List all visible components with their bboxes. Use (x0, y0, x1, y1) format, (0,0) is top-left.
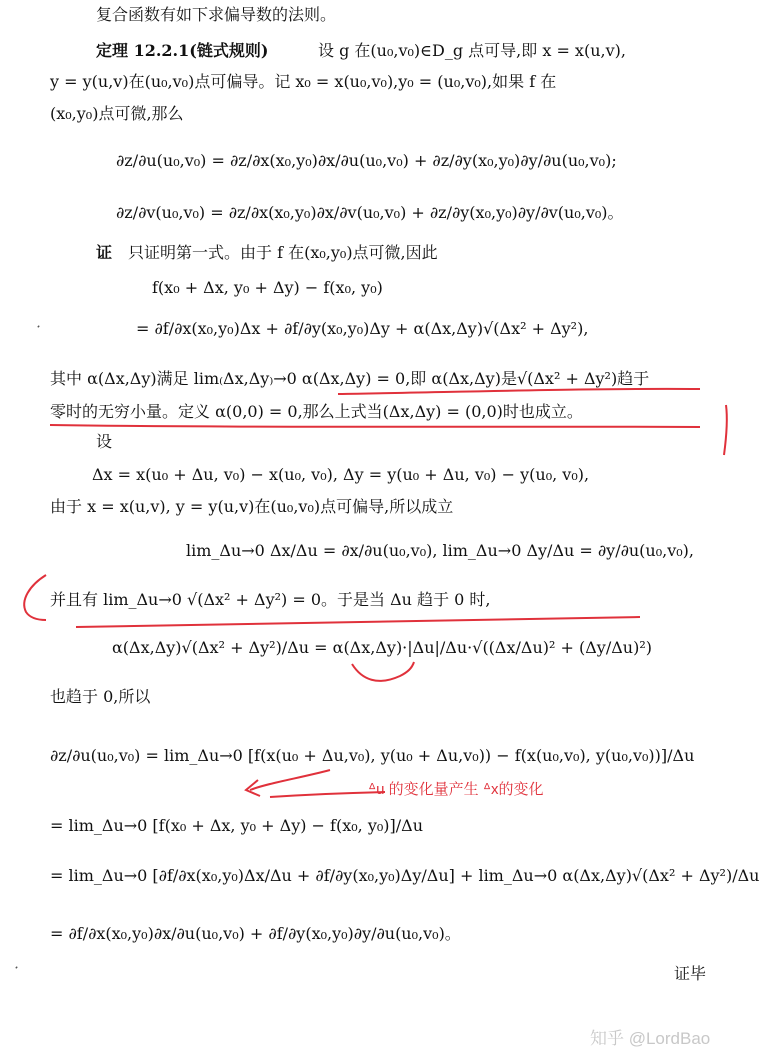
paragraph-line-1: 其中 α(Δx,Δy)满足 lim₍Δx,Δy₎→0 α(Δx,Δy) = 0,即 α(Δx,Δy)是√(Δx² + Δy²)趋于 (50, 369, 650, 388)
equation-8: ∂z/∂u(u₀,v₀) = lim_Δu→0 [f(x(u₀ + Δu,v₀), y(u₀ + Δu,v₀)) − f(x(u₀,v₀), y(u₀,v₀))]/Δu (50, 746, 695, 765)
theorem-line-1: 设 g 在(u₀,v₀)∈D_g 点可导,即 x = x(u,v), (318, 41, 626, 60)
underline-stroke-3 (76, 617, 640, 627)
margin-dot-1 (38, 326, 39, 327)
paragraph-line-4: 由于 x = x(u,v), y = y(u,v)在(u₀,v₀)点可偏导,所以成立 (50, 497, 454, 516)
equation-11: = ∂f/∂x(x₀,y₀)∂x/∂u(u₀,v₀) + ∂f/∂y(x₀,y₀)∂y/∂u(u₀,v₀)。 (50, 924, 461, 943)
paragraph-line-2: 零时的无穷小量。定义 α(0,0) = 0,那么上式当(Δx,Δy) = (0,0)时也成立。 (50, 402, 583, 421)
equation-7: α(Δx,Δy)√(Δx² + Δy²)/Δu = α(Δx,Δy)·|Δu|/Δu·√((Δx/Δu)² + (Δy/Δu)²) (112, 638, 652, 657)
margin-mark-right (724, 405, 727, 455)
arrow-mark (246, 770, 330, 796)
equation-2: ∂z/∂v(u₀,v₀) = ∂z/∂x(x₀,y₀)∂x/∂v(u₀,v₀) + ∂z/∂y(x₀,y₀)∂y/∂v(u₀,v₀)。 (116, 203, 624, 222)
proof-line-1: 只证明第一式。由于 f 在(x₀,y₀)点可微,因此 (128, 243, 438, 262)
qed-mark: 证毕 (674, 964, 707, 983)
underline-stroke-2 (50, 425, 700, 427)
bracket-mark-left (24, 575, 46, 620)
paragraph-line-5: 并且有 lim_Δu→0 √(Δx² + Δy²) = 0。于是当 Δu 趋于 0 时, (50, 590, 491, 609)
equation-5: Δx = x(u₀ + Δu, v₀) − x(u₀, v₀), Δy = y(u₀ + Δu, v₀) − y(u₀, v₀), (92, 465, 590, 484)
handwritten-note: ᐞu 的变化量产生 ᐞx的变化 (368, 781, 544, 798)
proof-label: 证 (96, 243, 113, 262)
equation-4: = ∂f/∂x(x₀,y₀)Δx + ∂f/∂y(x₀,y₀)Δy + α(Δx,Δy)√(Δx² + Δy²), (136, 319, 589, 338)
theorem-label: 定理 12.2.1(链式规则) (96, 41, 269, 60)
curve-mark-alpha (352, 662, 414, 681)
margin-dot-2 (16, 967, 17, 968)
theorem-line-3: (x₀,y₀)点可微,那么 (50, 104, 184, 123)
paragraph-line-3: 设 (96, 432, 113, 451)
paragraph-line-6: 也趋于 0,所以 (50, 687, 151, 706)
theorem-line-2: y = y(u,v)在(u₀,v₀)点可偏导。记 x₀ = x(u₀,v₀),y₀ = (u₀,v₀),如果 f 在 (50, 72, 557, 91)
watermark: 知乎 @LordBao (590, 1029, 711, 1048)
equation-10: = lim_Δu→0 [∂f/∂x(x₀,y₀)Δx/Δu + ∂f/∂y(x₀,y₀)Δy/Δu] + lim_Δu→0 α(Δx,Δy)√(Δx² + Δy²)/Δu (50, 866, 760, 885)
equation-3: f(x₀ + Δx, y₀ + Δy) − f(x₀, y₀) (152, 278, 383, 297)
equation-6: lim_Δu→0 Δx/Δu = ∂x/∂u(u₀,v₀), lim_Δu→0 Δy/Δu = ∂y/∂u(u₀,v₀), (186, 541, 694, 560)
equation-9: = lim_Δu→0 [f(x₀ + Δx, y₀ + Δy) − f(x₀, y₀)]/Δu (50, 816, 424, 835)
intro-line: 复合函数有如下求偏导数的法则。 (96, 5, 337, 24)
equation-1: ∂z/∂u(u₀,v₀) = ∂z/∂x(x₀,y₀)∂x/∂u(u₀,v₀) + ∂z/∂y(x₀,y₀)∂y/∂u(u₀,v₀); (116, 151, 617, 170)
